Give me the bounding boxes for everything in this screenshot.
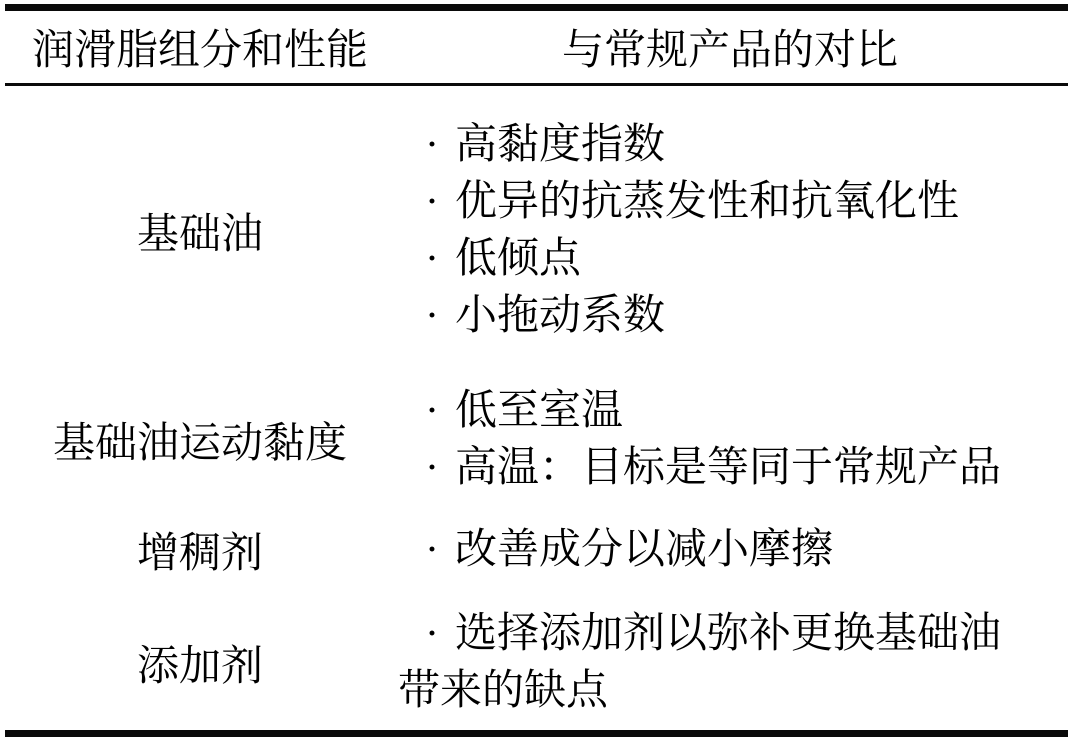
component-label: 基础油: [136, 212, 263, 258]
bullet-item: [425, 606, 1074, 663]
comparison-items: [400, 376, 1074, 504]
bullet-item-text: 低倾点: [455, 236, 582, 282]
table-row-base-oil: [0, 86, 1074, 376]
comparison-items: [400, 596, 1074, 730]
component-label: 添加剂: [136, 644, 263, 690]
table-top-rule: [5, 4, 1068, 11]
header-comparison-column: 与常规产品的对比: [561, 28, 898, 74]
bullet-dot-icon: ·: [425, 611, 439, 657]
bullet-item: [425, 231, 1074, 288]
bullet-item-text: 高黏度指数: [455, 122, 666, 168]
component-label: 增稠剂: [136, 531, 263, 577]
bullet-item-continuation: 带来的缺点: [398, 668, 609, 714]
header-component-column: 润滑脂组分和性能: [31, 28, 368, 74]
bullet-dot-icon: ·: [425, 236, 439, 282]
comparison-items: [400, 504, 1074, 596]
bullet-dot-icon: ·: [425, 445, 439, 491]
bullet-item: [425, 522, 1074, 579]
table-row-base-oil-viscosity: [0, 376, 1074, 504]
bullet-item: [425, 288, 1074, 345]
table-bottom-rule: [5, 730, 1068, 737]
table-header-row: [0, 11, 1074, 83]
bullet-dot-icon: ·: [425, 122, 439, 168]
bullet-item: [425, 174, 1074, 231]
bullet-item-text: 改善成分以减小摩擦: [455, 526, 834, 573]
bullet-item: [425, 440, 1074, 497]
table-row-thickener: [0, 504, 1074, 596]
comparison-items: [400, 86, 1074, 376]
bullet-item-text: 选择添加剂以弥补更换基础油: [455, 611, 1002, 657]
bullet-item-text: 低至室温: [455, 388, 624, 434]
table-row-additive: [0, 596, 1074, 730]
bullet-item: [425, 117, 1074, 174]
bullet-item-text: 高温：目标是等同于常规产品: [455, 445, 1002, 491]
bullet-dot-icon: ·: [425, 179, 439, 225]
bullet-dot-icon: ·: [425, 526, 439, 573]
component-label: 基础油运动黏度: [52, 421, 347, 467]
bullet-item-text: 优异的抗蒸发性和抗氧化性: [455, 179, 960, 225]
bullet-item-text: 小拖动系数: [455, 293, 666, 339]
bullet-dot-icon: ·: [425, 293, 439, 339]
bullet-dot-icon: ·: [425, 388, 439, 434]
bullet-item: [425, 383, 1074, 440]
